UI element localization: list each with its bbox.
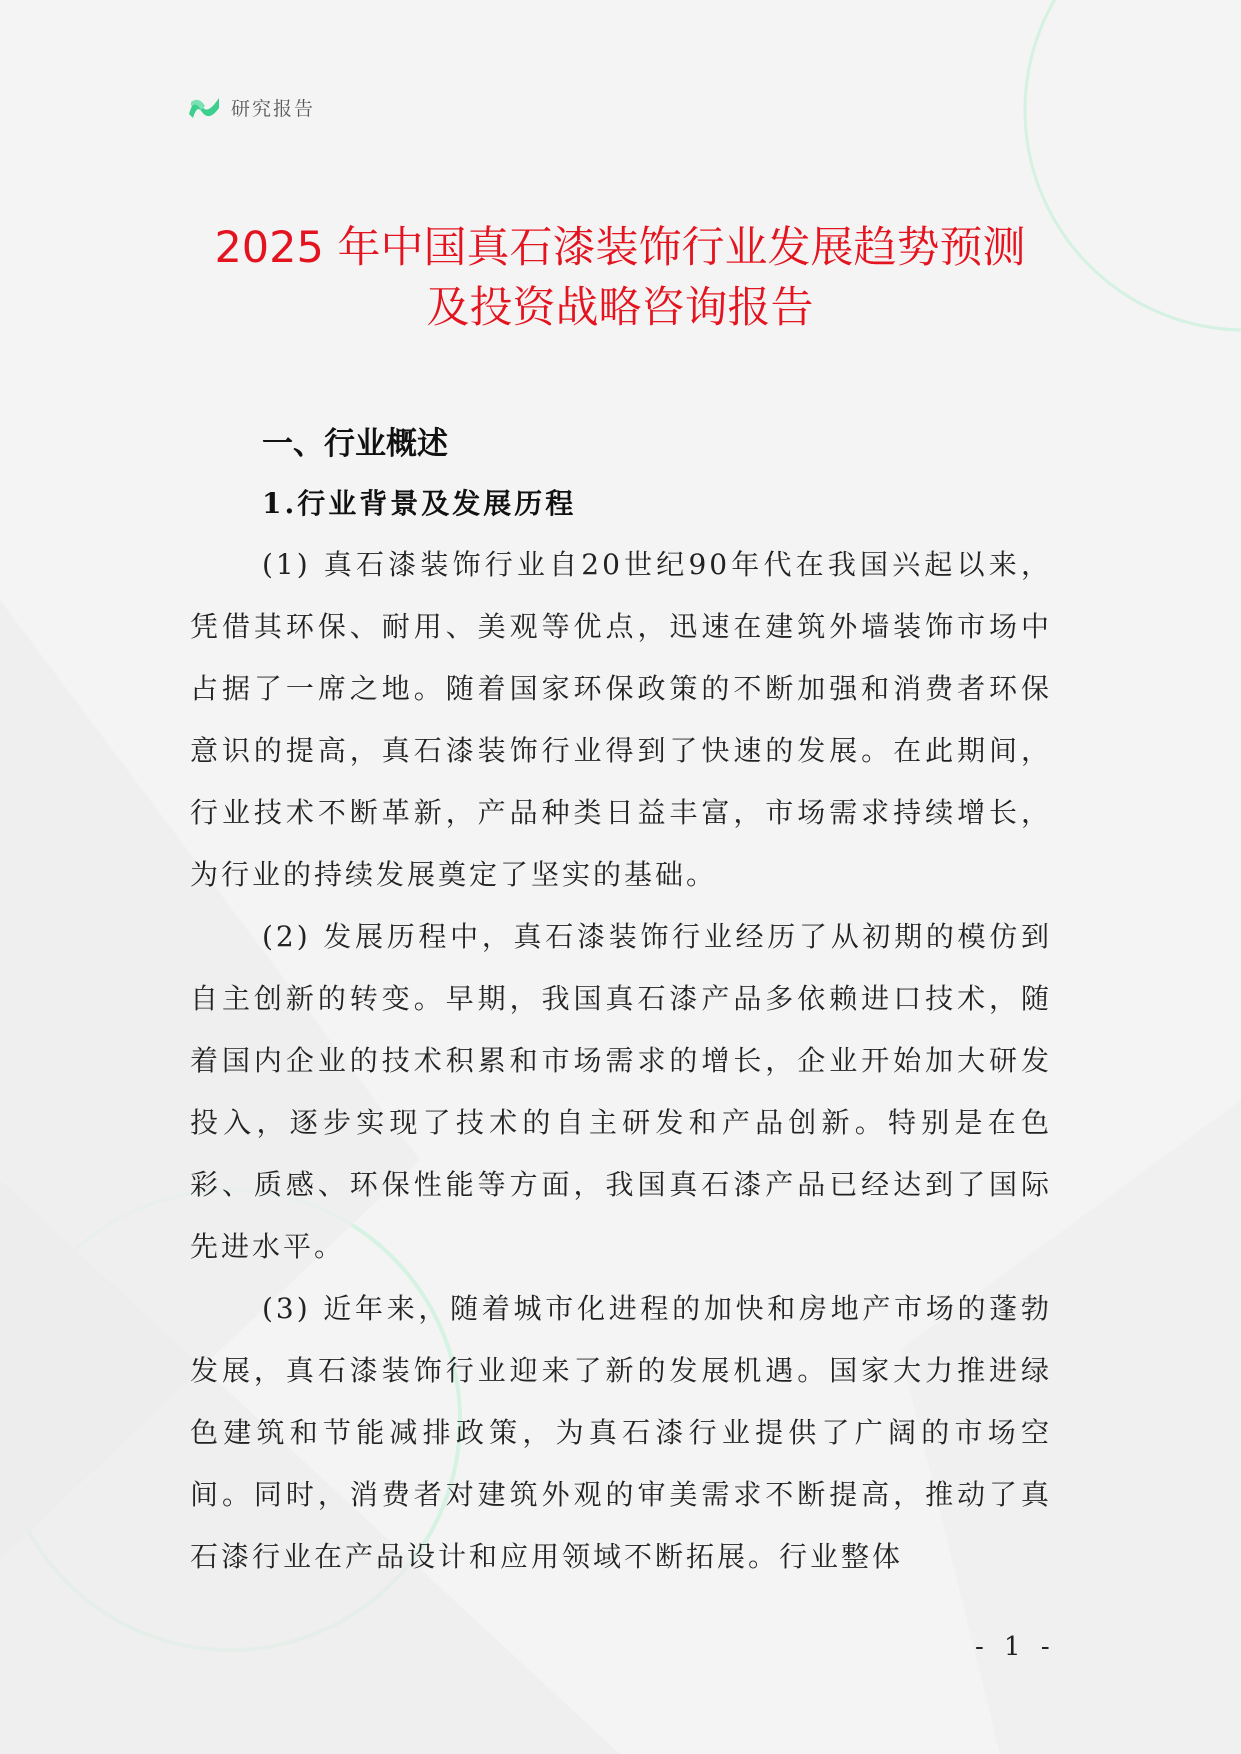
section-heading: 一、行业概述 — [262, 426, 448, 462]
brand-text: 研究报告 — [231, 97, 316, 120]
subsection-heading: 1.行业背景及发展历程 — [262, 487, 577, 520]
brand-header — [187, 90, 315, 124]
paragraph-2: (2) 发展历程中，真石漆装饰行业经历了从初期的模仿到自主创新的转变。早期，我国真石漆产品多依赖进口技术，随着国内企业的技术积累和市场需求的增长，企业开始加大研发投入，逐步实现了技术的自主研发和产品创新。特别是在色彩、质感、环保性能等方面，我国真石漆产品已经达到了国际先进水平。 — [190, 920, 1052, 1263]
page-number: - 1 - — [975, 1632, 1056, 1662]
title-line-2: 及投资战略咨询报告 — [426, 283, 814, 333]
paragraph-3: (3) 近年来，随着城市化进程的加快和房地产市场的蓬勃发展，真石漆装饰行业迎来了新的发展机遇。国家大力推进绿色建筑和节能减排政策，为真石漆行业提供了广阔的市场空间。同时，消费者对建筑外观的审美需求不断提高，推动了真石漆行业在产品设计和应用领域不断拓展。行业整体 — [190, 1292, 1052, 1573]
paragraph-1: (1) 真石漆装饰行业自20世纪90年代在我国兴起以来，凭借其环保、耐用、美观等优点，迅速在建筑外墙装饰市场中占据了一席之地。随着国家环保政策的不断加强和消费者环保意识的提高，真石漆装饰行业得到了快速的发展。在此期间，行业技术不断革新，产品种类日益丰富，市场需求持续增长，为行业的持续发展奠定了坚实的基础。 — [190, 548, 1052, 891]
title-line-1: 2025 年中国真石漆装饰行业发展趋势预测 — [214, 223, 1026, 273]
brand-logo-icon — [187, 92, 221, 122]
document-title — [150, 218, 1090, 338]
